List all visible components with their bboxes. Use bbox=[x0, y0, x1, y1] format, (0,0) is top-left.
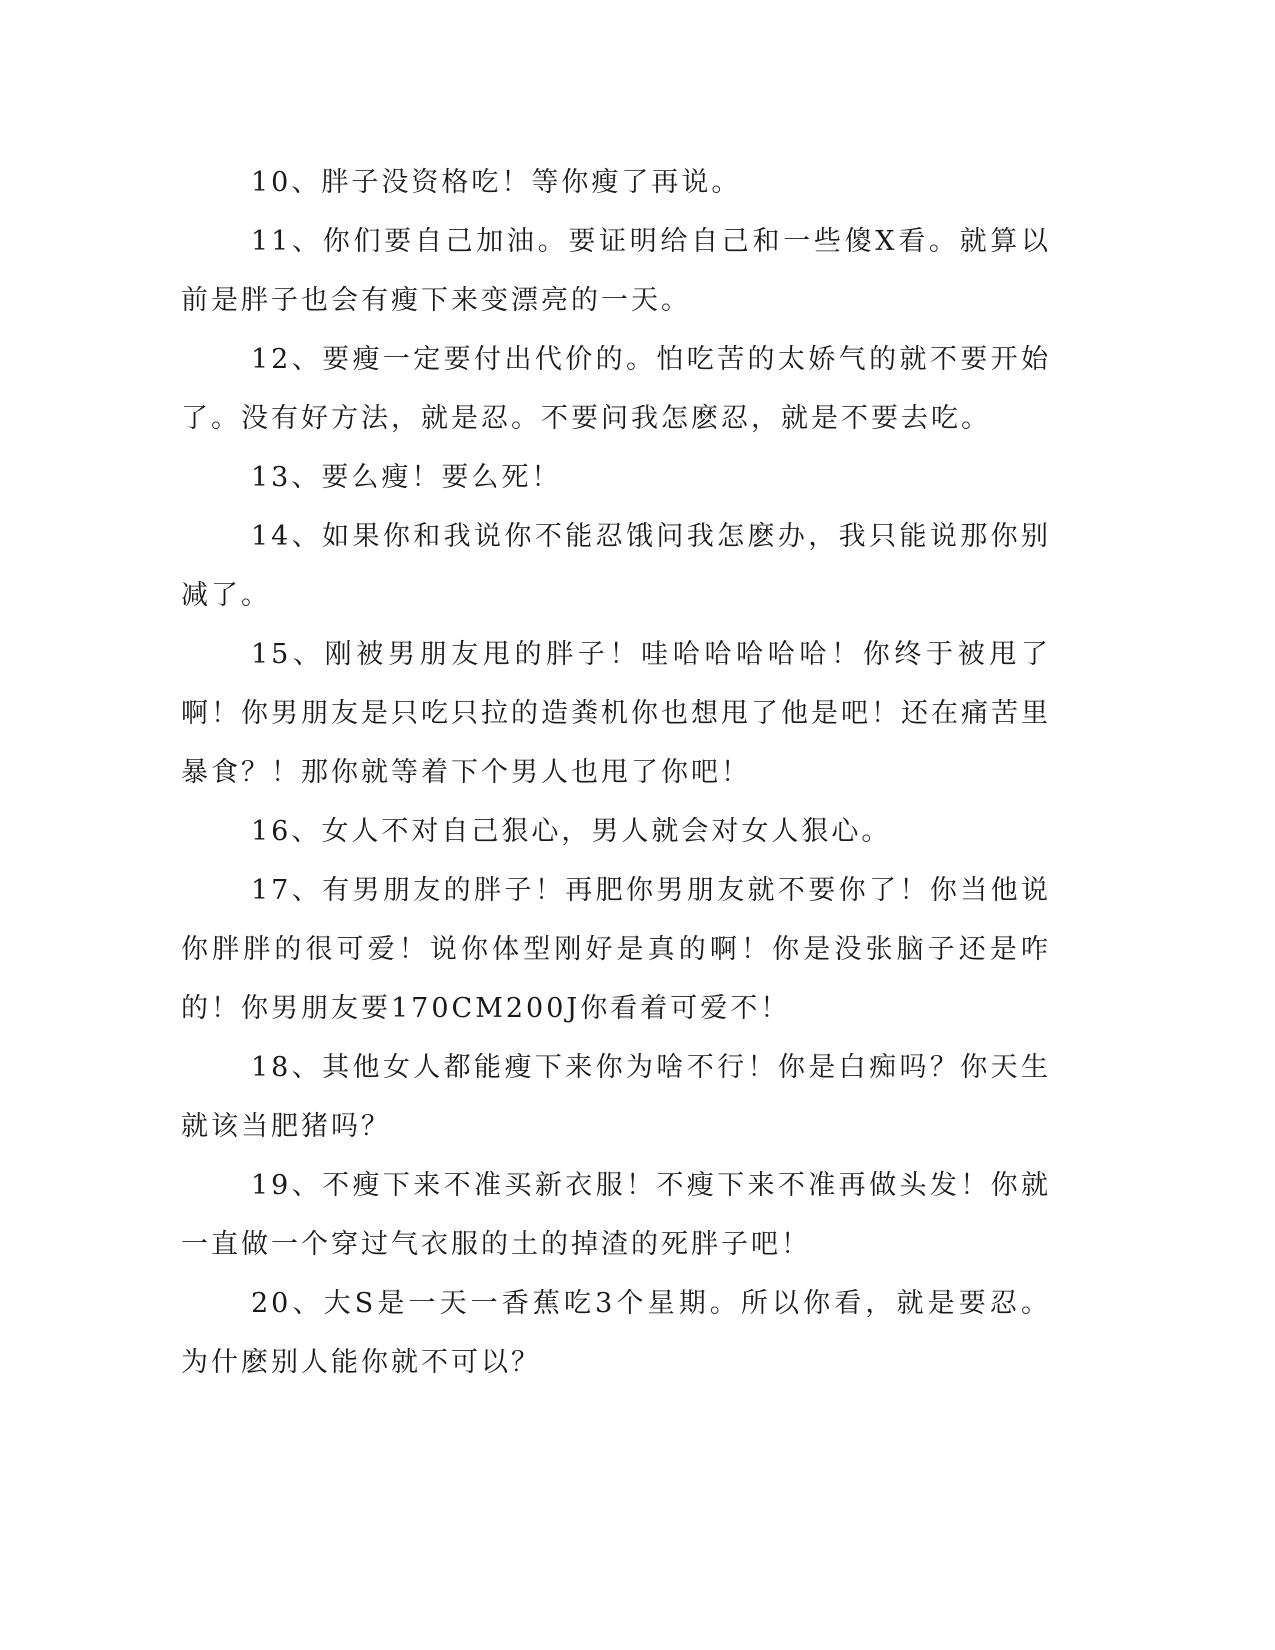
paragraph-10: 10、胖子没资格吃！等你瘦了再说。 bbox=[251, 167, 742, 198]
paragraph-20: 20、大S是一天一香蕉吃3个星期。所以你看，就是要忍。为什麽别人能你就不可以？ bbox=[181, 1288, 1051, 1378]
paragraph-11: 11、你们要自己加油。要证明给自己和一些傻X看。就算以前是胖子也会有瘦下来变漂亮的一天。 bbox=[181, 226, 1051, 316]
paragraph-19: 19、不瘦下来不准买新衣服！不瘦下来不准再做头发！你就一直做一个穿过气衣服的土的掉渣的死胖子吧！ bbox=[181, 1170, 1051, 1260]
paragraph-16: 16、女人不对自己狠心，男人就会对女人狠心。 bbox=[251, 816, 892, 847]
paragraph-13: 13、要么瘦！要么死！ bbox=[251, 462, 562, 493]
paragraph-12: 12、要瘦一定要付出代价的。怕吃苦的太娇气的就不要开始了。没有好方法，就是忍。不要问我怎麽忍，就是不要去吃。 bbox=[181, 344, 1051, 434]
paragraph-18: 18、其他女人都能瘦下来你为啥不行！你是白痴吗？你天生就该当肥猪吗？ bbox=[181, 1052, 1051, 1142]
paragraph-17: 17、有男朋友的胖子！再肥你男朋友就不要你了！你当他说你胖胖的很可爱！说你体型刚好是真的啊！你是没张脑子还是咋的！你男朋友要170CM200J你看着可爱不！ bbox=[181, 875, 1051, 1024]
paragraph-14: 14、如果你和我说你不能忍饿问我怎麽办，我只能说那你别减了。 bbox=[181, 521, 1051, 611]
paragraph-15: 15、刚被男朋友甩的胖子！哇哈哈哈哈哈！你终于被甩了啊！你男朋友是只吃只拉的造粪机你也想甩了他是吧！还在痛苦里暴食？！那你就等着下个男人也甩了你吧！ bbox=[181, 639, 1051, 788]
document-body bbox=[181, 153, 1051, 1392]
